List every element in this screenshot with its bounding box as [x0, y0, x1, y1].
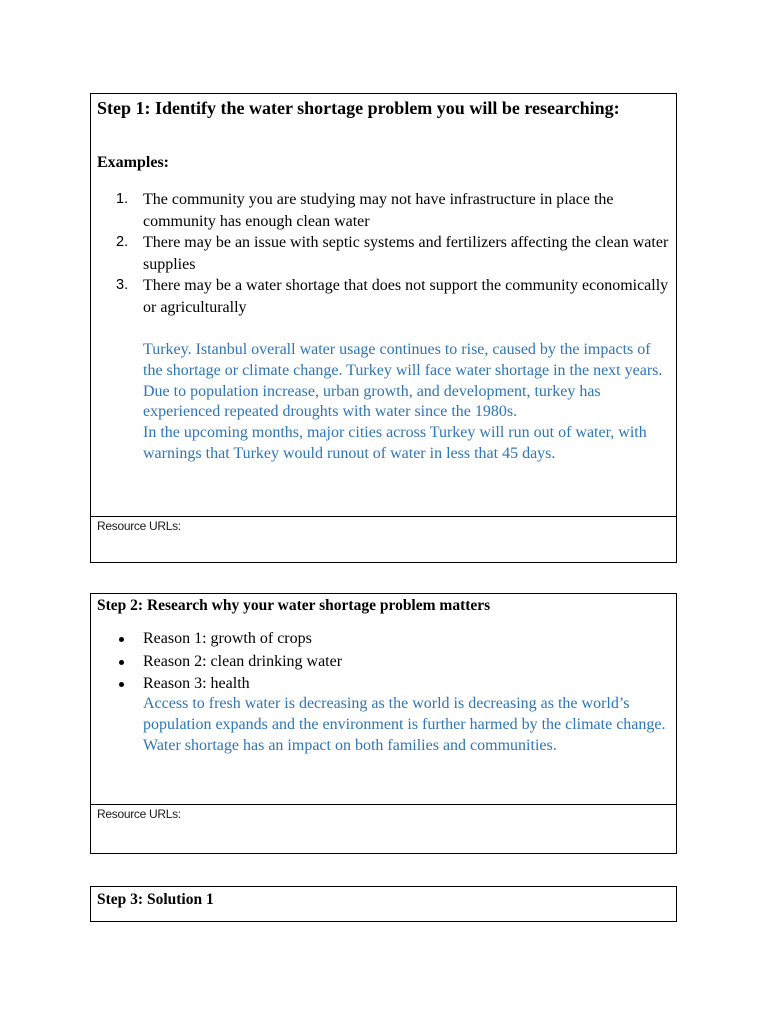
- list-item: [116, 628, 671, 651]
- answer-paragraph: Turkey. Istanbul overall water usage continues to rise, caused by the impacts of the shortage or climate change. Turkey will face water shortage in the next years.: [143, 341, 663, 379]
- list-number: 3.: [116, 277, 129, 293]
- step2-box: [90, 593, 677, 854]
- list-item-text: Reason 2: clean drinking water: [143, 652, 343, 670]
- answer-paragraph: In the upcoming months, major cities across Turkey will run out of water, with warnings that Turkey would runout of water in less that 45 days.: [143, 424, 647, 462]
- list-number: 1.: [116, 191, 129, 207]
- step1-content-cell: [91, 94, 676, 517]
- step2-resource-cell[interactable]: [91, 805, 676, 853]
- list-item: [116, 673, 671, 696]
- step1-resource-cell[interactable]: [91, 517, 676, 562]
- list-item: [116, 189, 671, 232]
- reasons-list: [116, 628, 671, 696]
- list-item-text: There may be a water shortage that does not support the community economically or agriculturally: [143, 277, 669, 316]
- step1-heading: Step 1: Identify the water shortage problem you will be researching:: [97, 98, 620, 118]
- answer-paragraph: Due to population increase, urban growth, and development, turkey has experienced repeated droughts with water since the 1980s.: [143, 382, 601, 421]
- list-item: [116, 232, 671, 275]
- step1-box: [90, 93, 677, 563]
- bullet-icon: [119, 637, 124, 642]
- examples-list: [116, 189, 671, 318]
- resource-urls-label: Resource URLs:: [97, 807, 181, 821]
- list-item: [116, 651, 671, 674]
- resource-urls-label: Resource URLs:: [97, 519, 181, 533]
- list-item-text: The community you are studying may not have infrastructure in place the community has enough clean water: [143, 191, 614, 230]
- step2-answer: Access to fresh water is decreasing as the world is decreasing as the world’s population expands and the environment is further harmed by the climate change. Water shortage has an impact on both families and communities.: [143, 695, 666, 754]
- examples-label: Examples:: [97, 154, 169, 171]
- bullet-icon: [119, 682, 124, 687]
- step3-box: [90, 886, 677, 922]
- step3-heading: Step 3: Solution 1: [97, 891, 214, 908]
- list-item-text: Reason 3: health: [143, 675, 250, 692]
- step2-heading: Step 2: Research why your water shortage problem matters: [97, 597, 491, 614]
- step1-answer: [143, 340, 673, 465]
- step2-content-cell: [91, 594, 676, 805]
- bullet-icon: [119, 660, 124, 665]
- list-item: [116, 275, 671, 318]
- list-number: 2.: [116, 234, 129, 250]
- list-item-text: Reason 1: growth of crops: [143, 630, 312, 647]
- list-item-text: There may be an issue with septic systems and fertilizers affecting the clean water supplies: [143, 234, 669, 273]
